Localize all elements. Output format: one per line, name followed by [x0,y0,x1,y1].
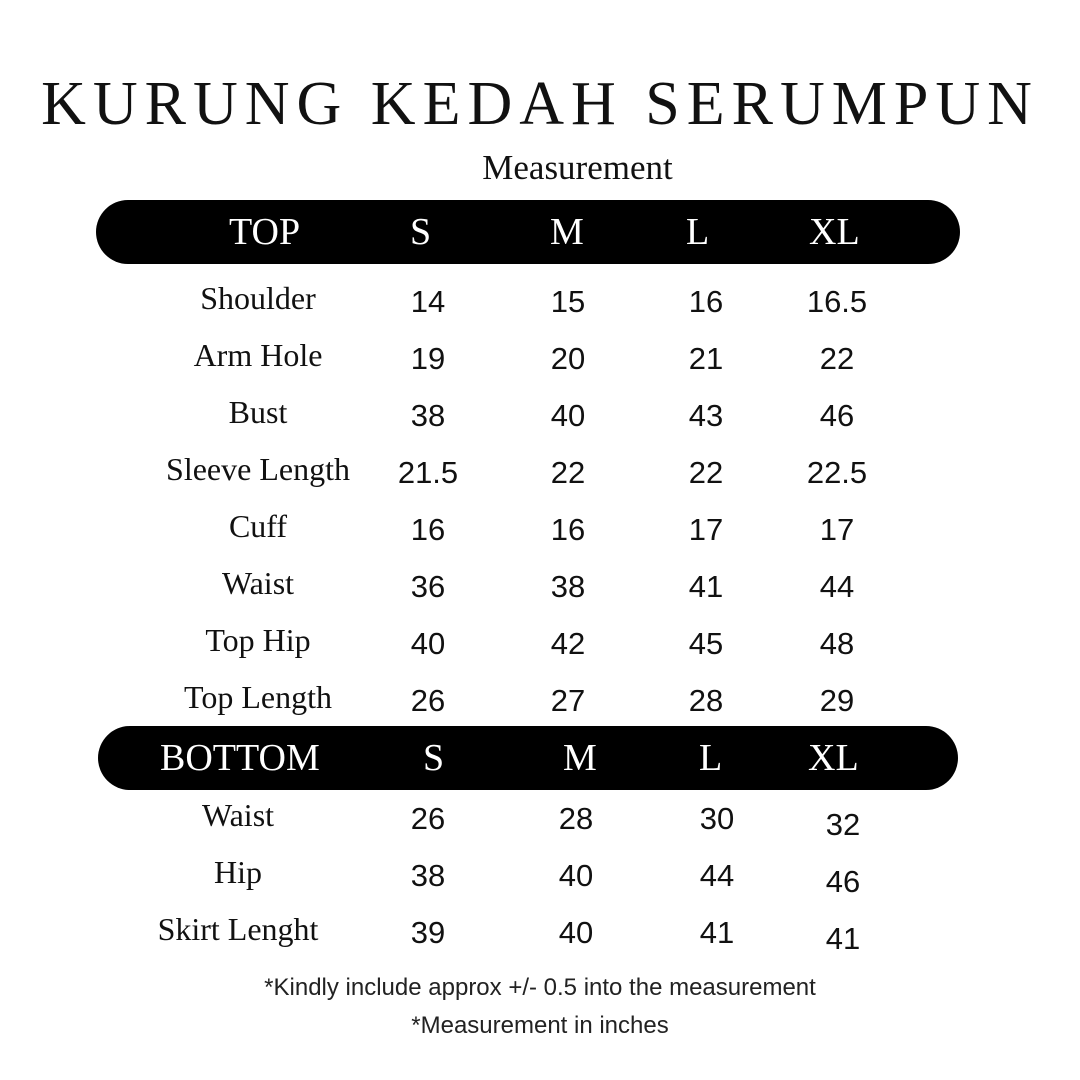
bottom-row-value: 30 [699,801,735,836]
top-row-value: 44 [819,569,855,604]
top-row-value: 45 [688,626,724,661]
top-row-value: 38 [550,569,586,604]
top-row-value: 29 [819,683,855,718]
top-row-value: 28 [688,683,724,718]
top-row-5 [0,565,1080,622]
top-row-2 [0,394,1080,451]
bottom-row-value: 32 [825,807,861,842]
top-row-value: 16 [550,512,586,547]
top-row-value: 16.5 [806,284,868,319]
top-row-value: 14 [410,284,446,319]
page-subtitle: Measurement [482,148,673,187]
top-row-6 [0,622,1080,679]
bottom-row-value: 46 [825,864,861,899]
top-row-label: Sleeve Length [166,451,350,487]
bottom-row-value: 26 [410,801,446,836]
bottom-header-bar [98,726,958,790]
top-row-value: 40 [410,626,446,661]
top-row-value: 40 [550,398,586,433]
top-header-bar [96,200,960,264]
top-row-label: Top Hip [205,622,311,658]
top-row-value: 26 [410,683,446,718]
bottom-row-0 [0,797,1080,854]
top-size-s: S [410,211,432,253]
top-row-value: 21.5 [397,455,459,490]
bottom-row-value: 38 [410,858,446,893]
bottom-row-2 [0,911,1080,968]
top-row-4 [0,508,1080,565]
top-row-label: Shoulder [200,280,316,316]
top-row-label: Waist [221,565,295,601]
top-row-value: 21 [688,341,724,376]
tolerance-note: *Kindly include approx +/- 0.5 into the measurement [264,974,816,1001]
bottom-row-label: Hip [214,854,262,890]
top-row-label: Cuff [228,508,288,544]
top-row-value: 22 [550,455,586,490]
bottom-row-1 [0,854,1080,911]
bottom-row-value: 40 [558,915,594,950]
top-size-xl: XL [809,211,860,253]
top-row-value: 17 [819,512,855,547]
bottom-row-value: 44 [699,858,735,893]
top-row-label: Arm Hole [193,337,323,373]
top-row-value: 22 [819,341,855,376]
top-row-value: 22.5 [806,455,868,490]
top-row-value: 16 [688,284,724,319]
bottom-size-m: M [563,737,597,779]
top-row-value: 43 [688,398,724,433]
top-section-title: TOP [229,211,301,253]
top-row-0 [0,280,1080,337]
top-row-value: 16 [410,512,446,547]
top-row-value: 41 [688,569,724,604]
top-row-value: 22 [688,455,724,490]
top-row-value: 36 [410,569,446,604]
top-row-value: 19 [410,341,446,376]
top-size-m: M [550,211,584,253]
top-row-value: 42 [550,626,586,661]
top-row-value: 27 [550,683,586,718]
top-row-value: 46 [819,398,855,433]
top-row-value: 48 [819,626,855,661]
bottom-size-xl: XL [808,737,859,779]
units-note: *Measurement in inches [411,1012,669,1039]
bottom-row-label: Skirt Lenght [157,911,319,947]
bottom-size-l: L [699,737,723,779]
bottom-row-value: 41 [699,915,735,950]
top-row-value: 17 [688,512,724,547]
top-row-3 [0,451,1080,508]
bottom-section-title: BOTTOM [160,737,320,779]
top-size-l: L [686,211,710,253]
top-row-value: 20 [550,341,586,376]
page-title: KURUNG KEDAH SERUMPUN [41,70,1039,138]
bottom-row-label: Waist [201,797,275,833]
bottom-row-value: 41 [825,921,861,956]
top-row-value: 38 [410,398,446,433]
top-row-value: 15 [550,284,586,319]
top-row-label: Top Length [184,679,332,715]
top-row-1 [0,337,1080,394]
bottom-row-value: 28 [558,801,594,836]
top-row-label: Bust [228,394,288,430]
bottom-row-value: 39 [410,915,446,950]
bottom-size-s: S [423,737,445,779]
bottom-row-value: 40 [558,858,594,893]
